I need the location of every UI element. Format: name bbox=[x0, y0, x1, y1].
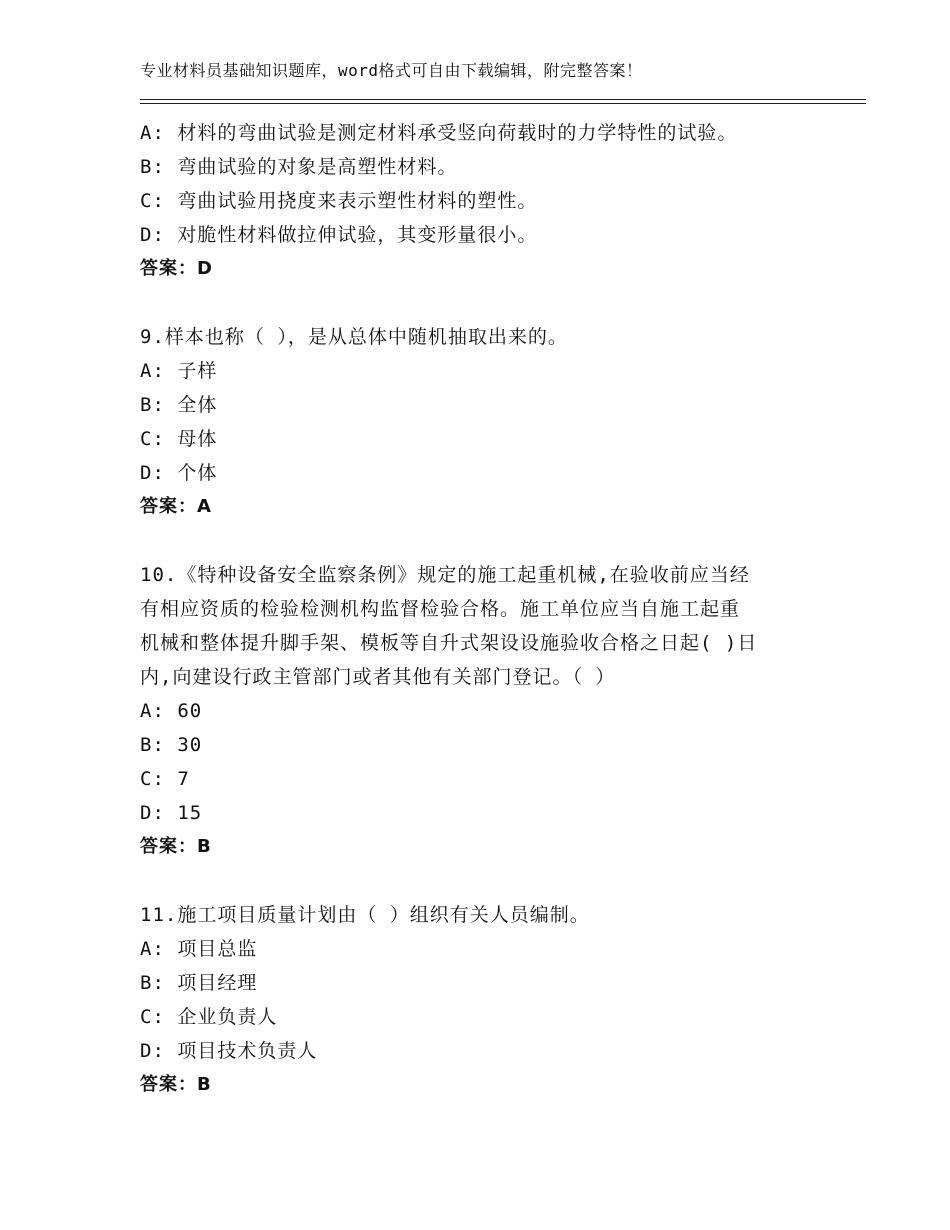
option-line: A: 材料的弯曲试验是测定材料承受竖向荷载时的力学特性的试验。 bbox=[140, 122, 738, 144]
option-line: C: 企业负责人 bbox=[140, 1006, 278, 1028]
spacer bbox=[140, 864, 820, 898]
document-header: 专业材料员基础知识题库，word格式可自由下载编辑，附完整答案！ bbox=[140, 61, 643, 80]
option-line: B: 项目经理 bbox=[140, 972, 258, 994]
option-line: D: 15 bbox=[140, 802, 203, 824]
question-text: 有相应资质的检验检测机构监督检验合格。施工单位应当自施工起重 bbox=[140, 598, 741, 620]
option-line: B: 全体 bbox=[140, 394, 218, 416]
question-11-block bbox=[140, 898, 820, 1102]
option-line: C: 弯曲试验用挠度来表示塑性材料的塑性。 bbox=[140, 190, 538, 212]
question-text: 11.施工项目质量计划由（ ）组织有关人员编制。 bbox=[140, 904, 590, 926]
option-line: B: 30 bbox=[140, 734, 203, 756]
question-text: 10.《特种设备安全监察条例》规定的施工起重机械,在验收前应当经 bbox=[140, 564, 750, 586]
spacer bbox=[140, 524, 820, 558]
answer-line: 答案：A bbox=[140, 496, 212, 517]
option-line: A: 子样 bbox=[140, 360, 218, 382]
question-text: 内,向建设行政主管部门或者其他有关部门登记。（ ） bbox=[140, 666, 616, 688]
option-line: D: 对脆性材料做拉伸试验，其变形量很小。 bbox=[140, 224, 538, 246]
prev-question-block bbox=[140, 116, 820, 286]
answer-line: 答案：B bbox=[140, 836, 212, 857]
option-line: C: 母体 bbox=[140, 428, 218, 450]
question-content bbox=[140, 116, 820, 1102]
option-line: D: 项目技术负责人 bbox=[140, 1040, 318, 1062]
question-text: 9.样本也称（ ），是从总体中随机抽取出来的。 bbox=[140, 326, 568, 348]
question-9-block bbox=[140, 320, 820, 524]
option-line: B: 弯曲试验的对象是高塑性材料。 bbox=[140, 156, 458, 178]
answer-line: 答案：B bbox=[140, 1074, 212, 1095]
question-text: 机械和整体提升脚手架、模板等自升式架设设施验收合格之日起( )日 bbox=[140, 632, 758, 654]
option-line: A: 项目总监 bbox=[140, 938, 258, 960]
option-line: C: 7 bbox=[140, 768, 190, 790]
answer-line: 答案：D bbox=[140, 258, 213, 279]
spacer bbox=[140, 286, 820, 320]
header-rule-bottom bbox=[140, 103, 866, 104]
option-line: D: 个体 bbox=[140, 462, 218, 484]
question-10-block bbox=[140, 558, 820, 864]
header-rule-top bbox=[140, 99, 866, 100]
option-line: A: 60 bbox=[140, 700, 203, 722]
